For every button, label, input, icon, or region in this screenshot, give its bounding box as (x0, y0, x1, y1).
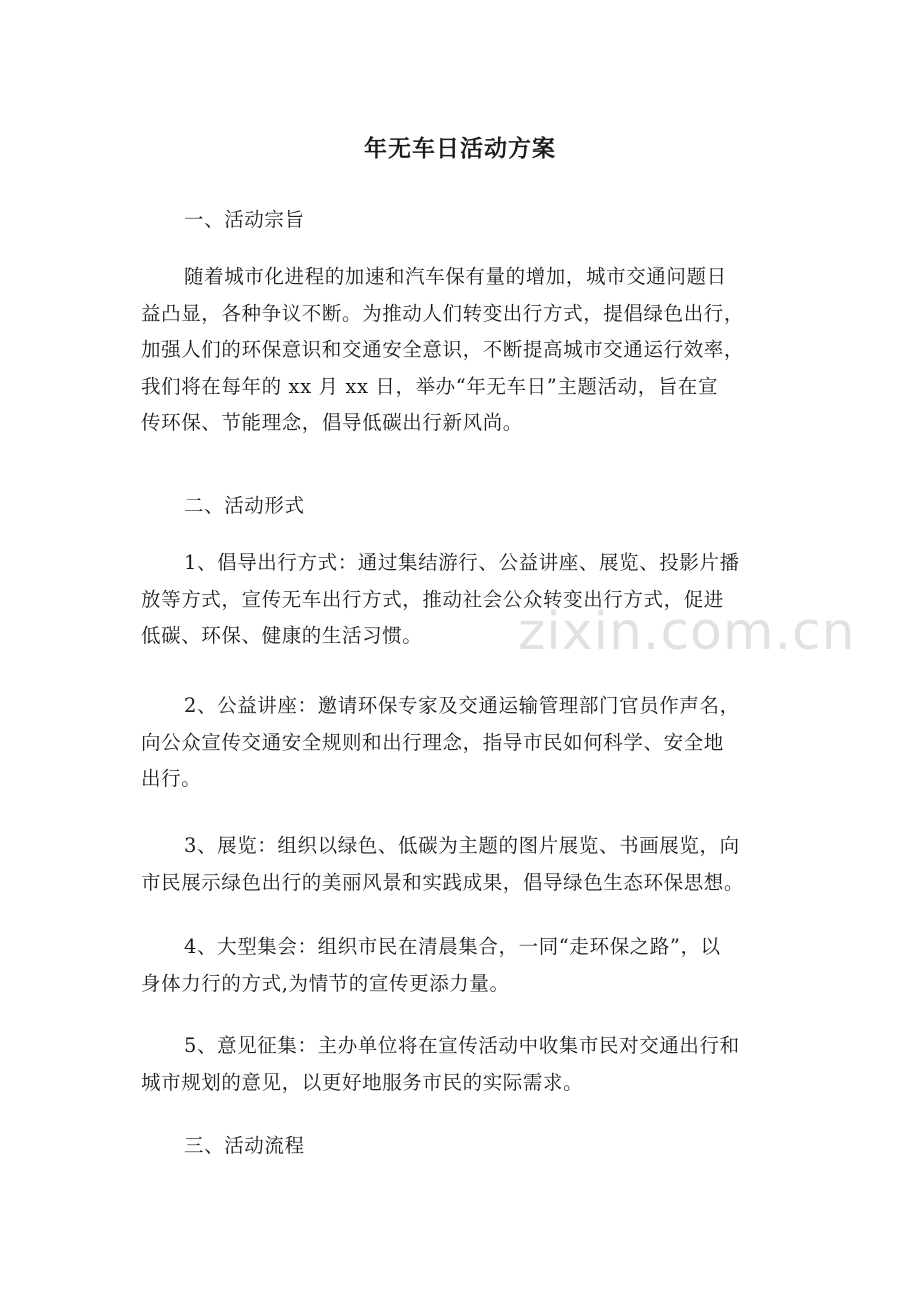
list-item-4 (141, 929, 791, 1002)
list-item-2 (141, 688, 791, 798)
paragraph-line: 2、公益讲座：邀请环保专家及交通运输管理部门官员作声名， (184, 694, 740, 717)
paragraph-line: 市民展示绿色出行的美丽风景和实践成果，倡导绿色生态环保思想。 (141, 870, 745, 894)
section-heading-text: 三、活动流程 (184, 1134, 305, 1157)
paragraph-line: 城市规划的意见，以更好地服务市民的实际需求。 (141, 1070, 584, 1094)
list-item-5 (141, 1028, 791, 1101)
paragraph-line: 出行。 (141, 767, 202, 790)
paragraph-line: 身体力行的方式,为情节的宣传更添力量。 (141, 971, 510, 995)
section-heading-format (141, 488, 834, 525)
paragraph-line: 传环保、节能理念，倡导低碳出行新风尚。 (141, 411, 523, 434)
paragraph-line: 3、展览：组织以绿色、低碳为主题的图片展览、书画展览，向 (184, 834, 740, 857)
section-heading-text: 一、活动宗旨 (184, 208, 305, 231)
section-heading-purpose (141, 202, 834, 239)
section-heading-process (141, 1128, 834, 1165)
section-heading-text: 二、活动形式 (184, 494, 305, 517)
paragraph-line: 1、倡导出行方式：通过集结游行、公益讲座、展览、投影片播 (184, 551, 740, 574)
paragraph-line: 加强人们的环保意识和交通安全意识，不断提高城市交通运行效率， (141, 338, 745, 361)
paragraph-line: 5、意见征集：主办单位将在宣传活动中收集市民对交通出行和 (184, 1034, 740, 1057)
paragraph-line: 随着城市化进程的加速和汽车保有量的增加，城市交通问题日 (184, 265, 727, 288)
paragraph-line: 益凸显，各种争议不断。为推动人们转变出行方式，提倡绿色出行， (141, 301, 745, 325)
list-item-1 (141, 545, 791, 655)
document-title: 年无车日活动方案 (364, 136, 556, 162)
list-item-3 (141, 828, 791, 901)
paragraph-line: 向公众宣传交通安全规则和出行理念，指导市民如何科学、安全地 (141, 730, 724, 754)
paragraph-line: 放等方式，宣传无车出行方式，推动社会公众转变出行方式，促进 (141, 587, 724, 611)
paragraph-purpose (141, 259, 791, 442)
paragraph-line: 低碳、环保、健康的生活习惯。 (141, 624, 423, 647)
paragraph-line: 4、大型集会：组织市民在清晨集合，一同“走环保之路”，以 (184, 935, 721, 958)
paragraph-line: 我们将在每年的 xx 月 xx 日，举办“年无车日”主题活动，旨在宣 (141, 374, 719, 398)
watermark: zixin.com.cn (518, 602, 856, 662)
